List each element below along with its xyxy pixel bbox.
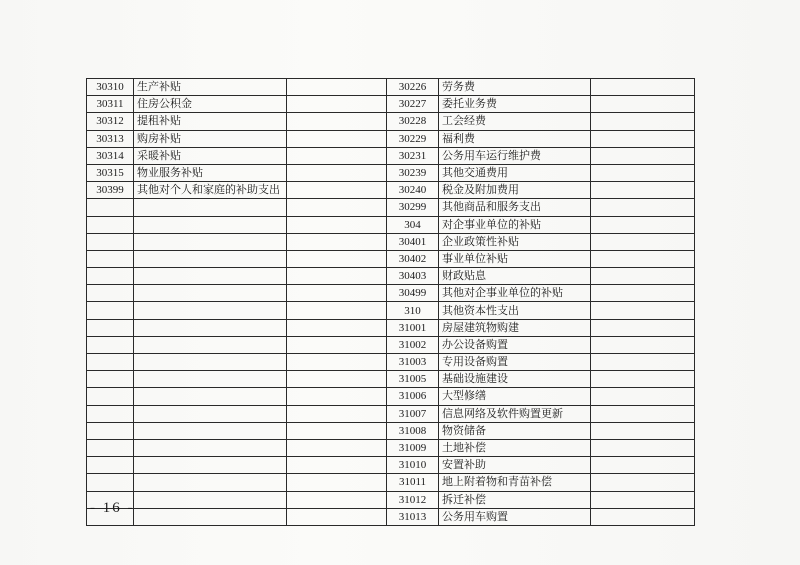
right-blank-cell	[591, 457, 695, 474]
right-code-cell: 30239	[387, 164, 439, 181]
left-name-cell	[134, 285, 287, 302]
right-name-cell: 信息网络及软件购置更新	[439, 405, 591, 422]
table-row	[87, 182, 695, 199]
table-row	[87, 302, 695, 319]
left-blank-cell	[287, 285, 387, 302]
right-code-cell: 31012	[387, 491, 439, 508]
left-code-cell: 30310	[87, 79, 134, 96]
right-blank-cell	[591, 508, 695, 525]
left-code-cell	[87, 216, 134, 233]
right-name-cell: 公务用车运行维护费	[439, 147, 591, 164]
left-name-cell	[134, 250, 287, 267]
left-name-cell	[134, 371, 287, 388]
right-name-cell: 基础设施建设	[439, 371, 591, 388]
right-name-cell: 其他交通费用	[439, 164, 591, 181]
table-row	[87, 405, 695, 422]
left-code-cell: 30315	[87, 164, 134, 181]
right-blank-cell	[591, 96, 695, 113]
left-name-cell	[134, 336, 287, 353]
right-blank-cell	[591, 268, 695, 285]
right-blank-cell	[591, 199, 695, 216]
left-blank-cell	[287, 336, 387, 353]
right-code-cell: 310	[387, 302, 439, 319]
right-blank-cell	[591, 182, 695, 199]
right-blank-cell	[591, 216, 695, 233]
table-row	[87, 371, 695, 388]
right-name-cell: 税金及附加费用	[439, 182, 591, 199]
left-name-cell: 采暖补贴	[134, 147, 287, 164]
left-blank-cell	[287, 457, 387, 474]
right-name-cell: 工会经费	[439, 113, 591, 130]
table-row	[87, 336, 695, 353]
left-code-cell: 30311	[87, 96, 134, 113]
table-row	[87, 457, 695, 474]
right-blank-cell	[591, 147, 695, 164]
left-code-cell	[87, 388, 134, 405]
table-row	[87, 422, 695, 439]
left-code-cell	[87, 457, 134, 474]
right-name-cell: 土地补偿	[439, 439, 591, 456]
table-row	[87, 474, 695, 491]
right-code-cell: 31009	[387, 439, 439, 456]
right-code-cell: 30231	[387, 147, 439, 164]
left-code-cell	[87, 371, 134, 388]
left-blank-cell	[287, 268, 387, 285]
left-name-cell: 住房公积金	[134, 96, 287, 113]
left-blank-cell	[287, 491, 387, 508]
table-row	[87, 491, 695, 508]
right-code-cell: 30240	[387, 182, 439, 199]
left-name-cell	[134, 319, 287, 336]
left-blank-cell	[287, 439, 387, 456]
left-blank-cell	[287, 371, 387, 388]
right-name-cell: 地上附着物和青苗补偿	[439, 474, 591, 491]
left-name-cell: 其他对个人和家庭的补助支出	[134, 182, 287, 199]
table-row	[87, 319, 695, 336]
right-blank-cell	[591, 164, 695, 181]
left-name-cell	[134, 457, 287, 474]
left-name-cell	[134, 302, 287, 319]
table-row	[87, 268, 695, 285]
left-code-cell: 30312	[87, 113, 134, 130]
left-blank-cell	[287, 250, 387, 267]
left-blank-cell	[287, 164, 387, 181]
right-code-cell: 31001	[387, 319, 439, 336]
right-code-cell: 30226	[387, 79, 439, 96]
left-name-cell	[134, 268, 287, 285]
left-blank-cell	[287, 182, 387, 199]
right-name-cell: 公务用车购置	[439, 508, 591, 525]
table-row	[87, 130, 695, 147]
left-name-cell	[134, 422, 287, 439]
right-name-cell: 其他对企事业单位的补贴	[439, 285, 591, 302]
table-row	[87, 285, 695, 302]
table-body	[87, 79, 695, 526]
right-code-cell: 31006	[387, 388, 439, 405]
right-code-cell: 30228	[387, 113, 439, 130]
right-name-cell: 物资储备	[439, 422, 591, 439]
left-name-cell: 提租补贴	[134, 113, 287, 130]
table-row	[87, 164, 695, 181]
left-blank-cell	[287, 302, 387, 319]
left-name-cell	[134, 216, 287, 233]
right-name-cell: 办公设备购置	[439, 336, 591, 353]
left-code-cell	[87, 250, 134, 267]
right-name-cell: 事业单位补贴	[439, 250, 591, 267]
right-name-cell: 财政贴息	[439, 268, 591, 285]
table-row	[87, 388, 695, 405]
right-blank-cell	[591, 474, 695, 491]
left-blank-cell	[287, 388, 387, 405]
right-blank-cell	[591, 371, 695, 388]
left-code-cell	[87, 302, 134, 319]
right-code-cell: 31002	[387, 336, 439, 353]
left-blank-cell	[287, 79, 387, 96]
right-blank-cell	[591, 405, 695, 422]
left-name-cell	[134, 354, 287, 371]
right-code-cell: 31005	[387, 371, 439, 388]
table-row	[87, 354, 695, 371]
left-code-cell: 30399	[87, 182, 134, 199]
right-blank-cell	[591, 422, 695, 439]
left-name-cell: 生产补贴	[134, 79, 287, 96]
table-row	[87, 96, 695, 113]
left-code-cell	[87, 354, 134, 371]
right-name-cell: 劳务费	[439, 79, 591, 96]
right-name-cell: 专用设备购置	[439, 354, 591, 371]
left-blank-cell	[287, 508, 387, 525]
right-code-cell: 31008	[387, 422, 439, 439]
left-name-cell	[134, 508, 287, 525]
right-code-cell: 30299	[387, 199, 439, 216]
right-name-cell: 企业政策性补贴	[439, 233, 591, 250]
left-code-cell	[87, 439, 134, 456]
left-blank-cell	[287, 354, 387, 371]
left-name-cell	[134, 439, 287, 456]
right-code-cell: 30402	[387, 250, 439, 267]
left-code-cell	[87, 268, 134, 285]
left-code-cell	[87, 199, 134, 216]
right-blank-cell	[591, 233, 695, 250]
table-row	[87, 233, 695, 250]
right-blank-cell	[591, 439, 695, 456]
table-row	[87, 439, 695, 456]
right-name-cell: 对企事业单位的补贴	[439, 216, 591, 233]
left-code-cell: 30314	[87, 147, 134, 164]
left-name-cell: 物业服务补贴	[134, 164, 287, 181]
left-name-cell	[134, 474, 287, 491]
right-code-cell: 30499	[387, 285, 439, 302]
right-name-cell: 安置补助	[439, 457, 591, 474]
right-code-cell: 30401	[387, 233, 439, 250]
right-name-cell: 福利费	[439, 130, 591, 147]
right-code-cell: 31013	[387, 508, 439, 525]
right-blank-cell	[591, 491, 695, 508]
left-blank-cell	[287, 113, 387, 130]
right-name-cell: 委托业务费	[439, 96, 591, 113]
table-row	[87, 508, 695, 525]
right-code-cell: 31010	[387, 457, 439, 474]
left-blank-cell	[287, 422, 387, 439]
right-name-cell: 大型修缮	[439, 388, 591, 405]
right-code-cell: 30403	[387, 268, 439, 285]
left-blank-cell	[287, 199, 387, 216]
left-blank-cell	[287, 405, 387, 422]
left-code-cell	[87, 336, 134, 353]
left-name-cell	[134, 491, 287, 508]
right-name-cell: 其他资本性支出	[439, 302, 591, 319]
right-blank-cell	[591, 336, 695, 353]
table-row	[87, 147, 695, 164]
right-blank-cell	[591, 354, 695, 371]
left-blank-cell	[287, 216, 387, 233]
left-name-cell	[134, 388, 287, 405]
right-blank-cell	[591, 250, 695, 267]
left-code-cell	[87, 319, 134, 336]
budget-code-table	[86, 78, 695, 526]
right-blank-cell	[591, 319, 695, 336]
right-name-cell: 房屋建筑物购建	[439, 319, 591, 336]
right-code-cell: 31007	[387, 405, 439, 422]
left-code-cell	[87, 474, 134, 491]
right-blank-cell	[591, 113, 695, 130]
left-code-cell	[87, 285, 134, 302]
right-code-cell: 30227	[387, 96, 439, 113]
left-blank-cell	[287, 474, 387, 491]
right-code-cell: 31011	[387, 474, 439, 491]
table-row	[87, 216, 695, 233]
right-blank-cell	[591, 302, 695, 319]
table-row	[87, 113, 695, 130]
table-row	[87, 250, 695, 267]
right-blank-cell	[591, 130, 695, 147]
left-name-cell: 购房补贴	[134, 130, 287, 147]
right-name-cell: 拆迁补偿	[439, 491, 591, 508]
right-blank-cell	[591, 79, 695, 96]
table-row	[87, 199, 695, 216]
right-code-cell: 30229	[387, 130, 439, 147]
left-code-cell	[87, 422, 134, 439]
left-name-cell	[134, 233, 287, 250]
left-name-cell	[134, 405, 287, 422]
left-code-cell	[87, 233, 134, 250]
right-name-cell: 其他商品和服务支出	[439, 199, 591, 216]
right-blank-cell	[591, 285, 695, 302]
table-row	[87, 79, 695, 96]
left-blank-cell	[287, 233, 387, 250]
left-name-cell	[134, 199, 287, 216]
right-blank-cell	[591, 388, 695, 405]
left-code-cell	[87, 405, 134, 422]
left-blank-cell	[287, 319, 387, 336]
right-code-cell: 304	[387, 216, 439, 233]
left-blank-cell	[287, 96, 387, 113]
left-blank-cell	[287, 147, 387, 164]
left-code-cell: 30313	[87, 130, 134, 147]
page-number: - 16 -	[90, 500, 135, 516]
right-code-cell: 31003	[387, 354, 439, 371]
left-blank-cell	[287, 130, 387, 147]
